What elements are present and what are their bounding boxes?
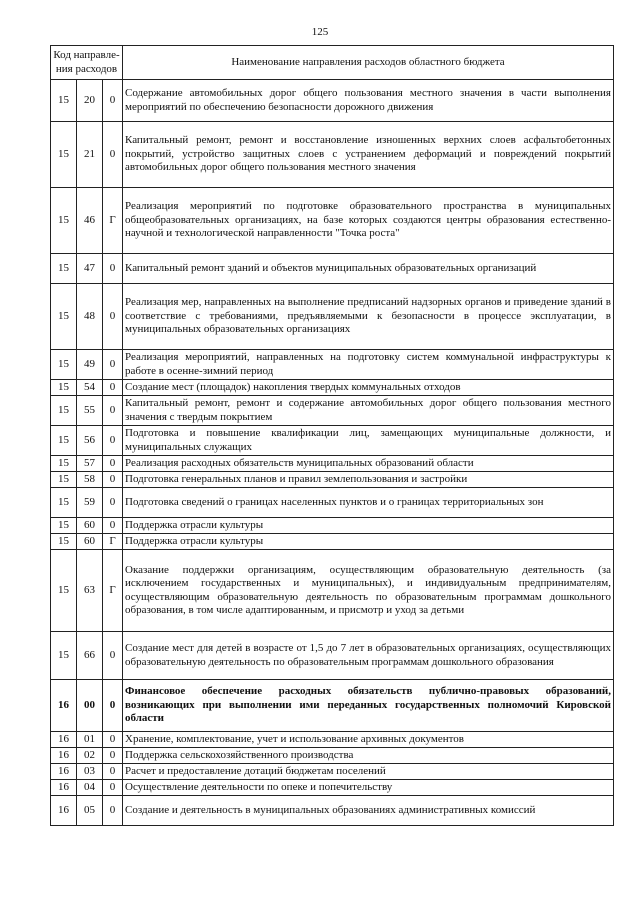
- code-part-1: 15: [51, 254, 77, 284]
- code-part-2: 63: [77, 550, 103, 632]
- code-part-3: 0: [103, 380, 123, 396]
- code-part-1: 15: [51, 518, 77, 534]
- table-row: [51, 284, 614, 350]
- expense-direction-name: Создание и деятельность в муниципальных образованиях административных комиссий: [123, 796, 614, 826]
- code-part-2: 60: [77, 534, 103, 550]
- code-part-2: 56: [77, 426, 103, 456]
- table-row: [51, 534, 614, 550]
- code-part-1: 15: [51, 632, 77, 680]
- table-header-row: [51, 46, 614, 80]
- code-part-2: 59: [77, 488, 103, 518]
- table-row: [51, 732, 614, 748]
- code-part-2: 03: [77, 764, 103, 780]
- code-part-1: 16: [51, 732, 77, 748]
- code-part-3: 0: [103, 80, 123, 122]
- expense-direction-name: Реализация мероприятий, направленных на подготовку систем коммунальной инфраструктуры к работе в осенне-зимний период: [123, 350, 614, 380]
- header-code: Код направле-ния расходов: [51, 46, 123, 80]
- table-row: [51, 780, 614, 796]
- table-row: [51, 472, 614, 488]
- expense-direction-name: Подготовка сведений о границах населенных пунктов и о границах территориальных зон: [123, 488, 614, 518]
- table-row: [51, 488, 614, 518]
- expense-direction-name: Реализация мероприятий по подготовке образовательного пространства в муниципальных общеобразовательных организациях, на базе которых создаются центры образования естественно-научной и технологической направленности "Точка роста": [123, 188, 614, 254]
- code-part-1: 15: [51, 488, 77, 518]
- code-part-1: 16: [51, 680, 77, 732]
- code-part-2: 21: [77, 122, 103, 188]
- code-part-1: 15: [51, 396, 77, 426]
- code-part-3: 0: [103, 796, 123, 826]
- page-number: 125: [311, 26, 329, 38]
- table-row: [51, 254, 614, 284]
- expense-direction-name: Капитальный ремонт, ремонт и содержание автомобильных дорог общего пользования местного значения с твердым покрытием: [123, 396, 614, 426]
- code-part-2: 49: [77, 350, 103, 380]
- table-row: [51, 350, 614, 380]
- table-row: [51, 764, 614, 780]
- table-row: [51, 796, 614, 826]
- table-row: [51, 396, 614, 426]
- code-part-3: 0: [103, 472, 123, 488]
- code-part-1: 15: [51, 534, 77, 550]
- code-part-2: 02: [77, 748, 103, 764]
- code-part-3: 0: [103, 284, 123, 350]
- code-part-3: Г: [103, 534, 123, 550]
- code-part-1: 15: [51, 122, 77, 188]
- code-part-2: 57: [77, 456, 103, 472]
- expense-direction-name: Осуществление деятельности по опеке и попечительству: [123, 780, 614, 796]
- code-part-1: 15: [51, 550, 77, 632]
- expense-direction-name: Хранение, комплектование, учет и использование архивных документов: [123, 732, 614, 748]
- expense-direction-name: Капитальный ремонт, ремонт и восстановление изношенных верхних слоев асфальтобетонных покрытий, устройство защитных слоев с устранением деформаций и повреждений покрытий автомобильных дорог общего пользования местного значения: [123, 122, 614, 188]
- code-part-2: 55: [77, 396, 103, 426]
- expense-direction-name: Капитальный ремонт зданий и объектов муниципальных образовательных организаций: [123, 254, 614, 284]
- code-part-3: 0: [103, 780, 123, 796]
- code-part-1: 16: [51, 796, 77, 826]
- code-part-2: 01: [77, 732, 103, 748]
- expense-direction-name: Подготовка и повышение квалификации лиц, замещающих муниципальные должности, и муниципальных служащих: [123, 426, 614, 456]
- code-part-2: 04: [77, 780, 103, 796]
- table-row: [51, 632, 614, 680]
- budget-directions-table: [50, 45, 614, 826]
- code-part-2: 66: [77, 632, 103, 680]
- expense-direction-name: Создание мест для детей в возрасте от 1,5 до 7 лет в образовательных организациях, осуществляющих образовательную деятельность по образовательным программам дошкольного образования: [123, 632, 614, 680]
- code-part-2: 00: [77, 680, 103, 732]
- expense-direction-name: Реализация расходных обязательств муниципальных образований области: [123, 456, 614, 472]
- table-row: [51, 380, 614, 396]
- code-part-3: 0: [103, 254, 123, 284]
- expense-direction-name: Подготовка генеральных планов и правил землепользования и застройки: [123, 472, 614, 488]
- code-part-2: 05: [77, 796, 103, 826]
- expense-direction-name: Поддержка отрасли культуры: [123, 518, 614, 534]
- code-part-3: 0: [103, 764, 123, 780]
- table-row: [51, 550, 614, 632]
- expense-direction-name: Создание мест (площадок) накопления твердых коммунальных отходов: [123, 380, 614, 396]
- code-part-1: 15: [51, 380, 77, 396]
- code-part-3: 0: [103, 426, 123, 456]
- code-part-1: 15: [51, 456, 77, 472]
- code-part-3: 0: [103, 680, 123, 732]
- code-part-3: Г: [103, 550, 123, 632]
- code-part-3: 0: [103, 122, 123, 188]
- code-part-3: 0: [103, 748, 123, 764]
- code-part-1: 16: [51, 748, 77, 764]
- code-part-3: 0: [103, 488, 123, 518]
- table-row: [51, 188, 614, 254]
- code-part-1: 15: [51, 188, 77, 254]
- code-part-1: 15: [51, 472, 77, 488]
- expense-direction-name: Поддержка сельскохозяйственного производства: [123, 748, 614, 764]
- code-part-3: 0: [103, 732, 123, 748]
- table-row: [51, 456, 614, 472]
- table-row: [51, 748, 614, 764]
- code-part-2: 60: [77, 518, 103, 534]
- table-row: [51, 80, 614, 122]
- table-row: [51, 518, 614, 534]
- code-part-1: 15: [51, 350, 77, 380]
- expense-direction-name: Содержание автомобильных дорог общего пользования местного значения в части выполнения мероприятий по обеспечению безопасности дорожного движения: [123, 80, 614, 122]
- code-part-2: 54: [77, 380, 103, 396]
- code-part-2: 20: [77, 80, 103, 122]
- expense-direction-name: Реализация мер, направленных на выполнение предписаний надзорных органов и приведение зданий в соответствие с требованиями, предъявляемыми к безопасности в процессе эксплуатации, в муниципальных образовательных организациях: [123, 284, 614, 350]
- code-part-2: 58: [77, 472, 103, 488]
- code-part-1: 16: [51, 780, 77, 796]
- code-part-3: 0: [103, 350, 123, 380]
- code-part-3: 0: [103, 396, 123, 426]
- code-part-3: 0: [103, 518, 123, 534]
- code-part-1: 15: [51, 80, 77, 122]
- table-row: [51, 426, 614, 456]
- code-part-2: 47: [77, 254, 103, 284]
- code-part-1: 15: [51, 284, 77, 350]
- code-part-3: Г: [103, 188, 123, 254]
- table-body: [51, 80, 614, 826]
- expense-direction-name: Оказание поддержки организациям, осуществляющим образовательную деятельность (за исключением государственных и муниципальных), и индивидуальным предпринимателям, осуществляющим образовательную деятельность по образовательным программам дошкольного образования, в том числе адаптированным, и присмотр и уход за детьми: [123, 550, 614, 632]
- code-part-1: 16: [51, 764, 77, 780]
- code-part-1: 15: [51, 426, 77, 456]
- code-part-3: 0: [103, 456, 123, 472]
- table-row: [51, 122, 614, 188]
- code-part-2: 48: [77, 284, 103, 350]
- expense-direction-name: Поддержка отрасли культуры: [123, 534, 614, 550]
- code-part-3: 0: [103, 632, 123, 680]
- code-part-2: 46: [77, 188, 103, 254]
- expense-direction-name: Финансовое обеспечение расходных обязательств публично-правовых образований, возникающих при выполнении ими переданных государственных полномочий Кировской области: [123, 680, 614, 732]
- expense-direction-name: Расчет и предоставление дотаций бюджетам поселений: [123, 764, 614, 780]
- table-row: [51, 680, 614, 732]
- header-name: Наименование направления расходов областного бюджета: [123, 46, 614, 80]
